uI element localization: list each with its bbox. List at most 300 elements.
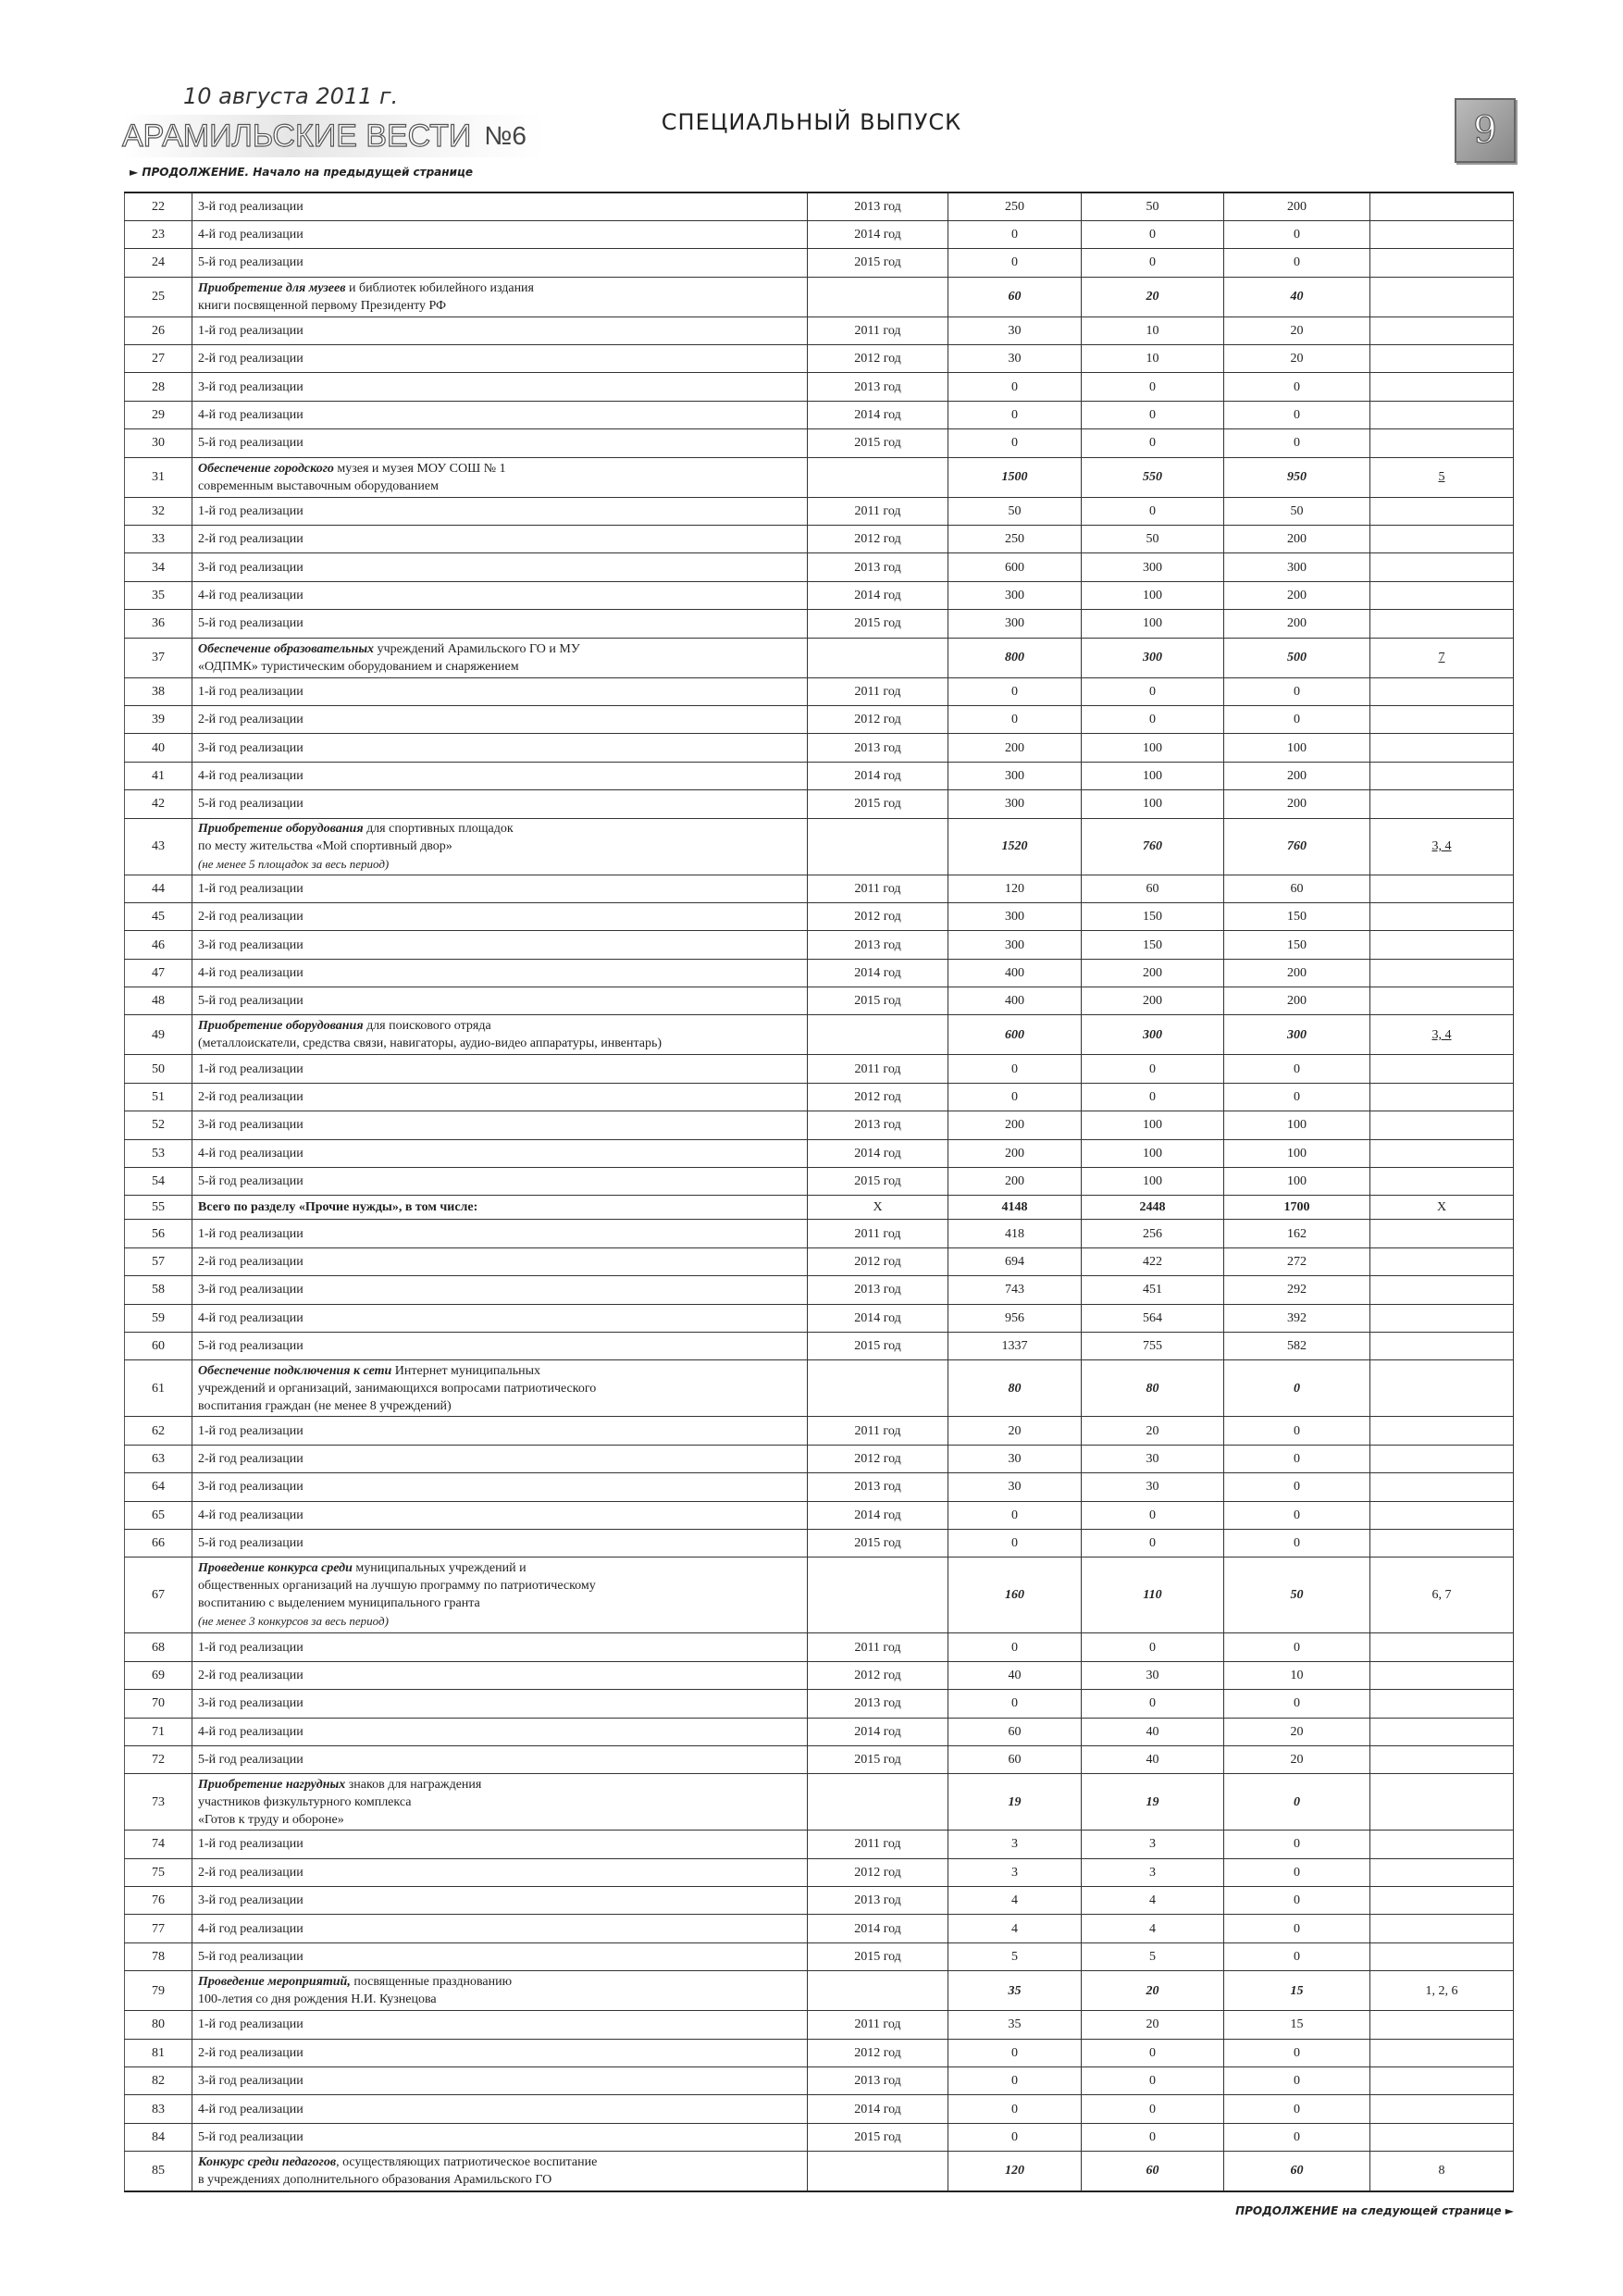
- row-description: [192, 1304, 808, 1332]
- value-col-b: 300: [1224, 553, 1370, 581]
- description-text: 5-й год реализации: [198, 436, 304, 451]
- table-row: [125, 249, 1514, 277]
- table-row: [125, 1718, 1514, 1745]
- row-number: 35: [125, 581, 192, 609]
- description-text: 5-й год реализации: [198, 1753, 304, 1768]
- value-col-a: 0: [1082, 1529, 1224, 1557]
- row-description: [192, 1015, 808, 1055]
- row-number: 41: [125, 762, 192, 789]
- table-row: [125, 1111, 1514, 1139]
- row-refs: [1370, 526, 1514, 553]
- value-col-a: 0: [1082, 2123, 1224, 2151]
- table-row: [125, 2123, 1514, 2151]
- row-number: 75: [125, 1858, 192, 1886]
- value-total: 300: [948, 581, 1082, 609]
- description-text: 3-й год реализации: [198, 1893, 304, 1908]
- table-row: [125, 429, 1514, 457]
- description-text: 5-й год реализации: [198, 797, 304, 812]
- description-text: музея и музея МОУ СОШ № 1 современным выставочным оборудованием: [198, 461, 506, 493]
- value-col-a: 300: [1082, 1015, 1224, 1055]
- value-col-b: 0: [1224, 677, 1370, 705]
- description-text: 4-й год реализации: [198, 1921, 304, 1936]
- value-total: 4148: [948, 1196, 1082, 1220]
- table-row: [125, 2011, 1514, 2039]
- row-number: 53: [125, 1139, 192, 1167]
- row-description: [192, 1220, 808, 1247]
- row-refs: [1370, 734, 1514, 762]
- row-number: 70: [125, 1690, 192, 1718]
- description-text: 4-й год реализации: [198, 1146, 304, 1160]
- table-row: [125, 1304, 1514, 1332]
- value-col-a: 422: [1082, 1247, 1224, 1275]
- value-col-b: 200: [1224, 581, 1370, 609]
- value-col-a: 0: [1082, 1501, 1224, 1529]
- description-text: 4-й год реализации: [198, 408, 304, 423]
- description-text: 4-й год реализации: [198, 1724, 304, 1739]
- table-row: [125, 1745, 1514, 1773]
- row-refs: [1370, 875, 1514, 902]
- description-text: 4-й год реализации: [198, 228, 304, 242]
- value-col-a: 0: [1082, 373, 1224, 401]
- value-total: 4: [948, 1887, 1082, 1915]
- value-col-a: 451: [1082, 1276, 1224, 1304]
- value-col-b: 10: [1224, 1661, 1370, 1689]
- description-text: 5-й год реализации: [198, 1536, 304, 1551]
- description-text: 2-й год реализации: [198, 910, 304, 925]
- table-row: [125, 1942, 1514, 1970]
- row-number: 36: [125, 610, 192, 638]
- row-year: 2011 год: [808, 1831, 948, 1858]
- description-text: 5-й год реализации: [198, 994, 304, 1009]
- value-total: 20: [948, 1417, 1082, 1445]
- row-refs: [1370, 457, 1514, 497]
- row-refs: [1370, 2152, 1514, 2191]
- value-col-b: 0: [1224, 2039, 1370, 2066]
- row-year: 2015 год: [808, 1942, 948, 1970]
- value-col-b: 0: [1224, 401, 1370, 428]
- row-year: 2012 год: [808, 902, 948, 930]
- row-refs: [1370, 1196, 1514, 1220]
- row-number: 79: [125, 1971, 192, 2011]
- value-col-a: 0: [1082, 220, 1224, 248]
- row-year: [808, 457, 948, 497]
- table-row: [125, 1196, 1514, 1220]
- row-year: 2015 год: [808, 1745, 948, 1773]
- value-total: 300: [948, 790, 1082, 818]
- value-col-a: 20: [1082, 1417, 1224, 1445]
- value-col-a: 4: [1082, 1915, 1224, 1942]
- row-description: [192, 1718, 808, 1745]
- value-total: 3: [948, 1858, 1082, 1886]
- row-refs: [1370, 220, 1514, 248]
- row-year: 2014 год: [808, 1718, 948, 1745]
- table-row: [125, 818, 1514, 875]
- row-year: [808, 1558, 948, 1633]
- value-col-a: 550: [1082, 457, 1224, 497]
- row-description: [192, 1915, 808, 1942]
- table-row: [125, 1690, 1514, 1718]
- row-number: 42: [125, 790, 192, 818]
- table-row: [125, 497, 1514, 525]
- value-total: 250: [948, 192, 1082, 220]
- row-number: 71: [125, 1718, 192, 1745]
- row-description: [192, 2011, 808, 2039]
- table-row: [125, 959, 1514, 987]
- table-row: [125, 1360, 1514, 1417]
- value-col-b: 150: [1224, 902, 1370, 930]
- row-number: 69: [125, 1661, 192, 1689]
- row-refs: [1370, 553, 1514, 581]
- row-number: 77: [125, 1915, 192, 1942]
- description-lead: Приобретение нагрудных: [198, 1777, 346, 1792]
- table-row: [125, 2067, 1514, 2095]
- value-col-a: 0: [1082, 1055, 1224, 1083]
- description-note: (не менее 3 конкурсов за весь период): [198, 1614, 389, 1629]
- value-total: 35: [948, 2011, 1082, 2039]
- value-col-a: 100: [1082, 1168, 1224, 1196]
- description-text: 2-й год реализации: [198, 1255, 304, 1270]
- value-col-a: 20: [1082, 277, 1224, 316]
- value-total: 0: [948, 373, 1082, 401]
- description-text: 5-й год реализации: [198, 255, 304, 270]
- row-year: 2012 год: [808, 1247, 948, 1275]
- row-refs: [1370, 1168, 1514, 1196]
- row-description: [192, 1942, 808, 1970]
- value-total: 800: [948, 638, 1082, 677]
- row-year: 2015 год: [808, 429, 948, 457]
- table-row: [125, 345, 1514, 373]
- value-col-a: 20: [1082, 2011, 1224, 2039]
- table-row: [125, 1774, 1514, 1831]
- row-description: [192, 497, 808, 525]
- row-refs: [1370, 762, 1514, 789]
- refs-link: 1, 2, 6: [1425, 1983, 1458, 1998]
- row-refs: [1370, 1558, 1514, 1633]
- value-total: 0: [948, 2039, 1082, 2066]
- row-number: 78: [125, 1942, 192, 1970]
- description-text: 2-й год реализации: [198, 1090, 304, 1105]
- row-number: 38: [125, 677, 192, 705]
- row-number: 46: [125, 931, 192, 959]
- row-refs: [1370, 1690, 1514, 1718]
- value-col-a: 80: [1082, 1360, 1224, 1417]
- refs-link[interactable]: 3, 4: [1431, 1027, 1452, 1042]
- row-number: 39: [125, 705, 192, 733]
- value-col-a: 0: [1082, 429, 1224, 457]
- table-row: [125, 1633, 1514, 1661]
- value-total: 0: [948, 1690, 1082, 1718]
- refs-link: X: [1436, 1200, 1447, 1215]
- value-total: 300: [948, 762, 1082, 789]
- table-row: [125, 373, 1514, 401]
- row-year: 2015 год: [808, 610, 948, 638]
- description-text: 1-й год реализации: [198, 881, 304, 896]
- row-description: [192, 1887, 808, 1915]
- value-total: 5: [948, 1942, 1082, 1970]
- value-col-b: 1700: [1224, 1196, 1370, 1220]
- value-col-a: 100: [1082, 1139, 1224, 1167]
- continued-on-note: ПРОДОЛЖЕНИЕ на следующей странице ►: [1235, 2204, 1514, 2217]
- row-description: [192, 638, 808, 677]
- row-year: 2013 год: [808, 2067, 948, 2095]
- row-refs: [1370, 1417, 1514, 1445]
- row-description: [192, 1558, 808, 1633]
- value-total: 50: [948, 497, 1082, 525]
- value-total: 300: [948, 931, 1082, 959]
- value-total: 120: [948, 2152, 1082, 2191]
- row-refs: [1370, 277, 1514, 316]
- row-number: 24: [125, 249, 192, 277]
- row-refs: [1370, 429, 1514, 457]
- value-total: 0: [948, 2095, 1082, 2123]
- value-col-a: 10: [1082, 345, 1224, 373]
- row-refs: [1370, 987, 1514, 1015]
- value-total: 0: [948, 2067, 1082, 2095]
- row-description: [192, 1083, 808, 1111]
- description-text: 1-й год реализации: [198, 2017, 304, 2032]
- row-description: [192, 1168, 808, 1196]
- table-row: [125, 1558, 1514, 1633]
- refs-link[interactable]: 5: [1438, 470, 1445, 485]
- row-number: 57: [125, 1247, 192, 1275]
- description-note: (не менее 5 площадок за весь период): [198, 856, 390, 871]
- description-text: учреждений Арамильского ГО и МУ «ОДПМК» туристическим оборудованием и снаряжением: [198, 641, 580, 674]
- row-number: 47: [125, 959, 192, 987]
- row-refs: [1370, 401, 1514, 428]
- value-total: 0: [948, 705, 1082, 733]
- description-text: 1-й год реализации: [198, 323, 304, 338]
- table-row: [125, 1501, 1514, 1529]
- description-lead: Приобретение для музеев: [198, 280, 346, 295]
- value-col-b: 0: [1224, 1774, 1370, 1831]
- value-col-b: 0: [1224, 1633, 1370, 1661]
- value-total: 0: [948, 1083, 1082, 1111]
- value-col-a: 0: [1082, 401, 1224, 428]
- value-col-b: 0: [1224, 2123, 1370, 2151]
- row-refs: [1370, 581, 1514, 609]
- refs-link: 8: [1438, 2164, 1445, 2178]
- value-col-a: 0: [1082, 2067, 1224, 2095]
- row-number: 76: [125, 1887, 192, 1915]
- description-text: Всего по разделу «Прочие нужды», в том числе:: [198, 1200, 478, 1215]
- value-total: 600: [948, 1015, 1082, 1055]
- row-year: 2013 год: [808, 1887, 948, 1915]
- table-row: [125, 1015, 1514, 1055]
- row-year: 2014 год: [808, 1304, 948, 1332]
- row-description: [192, 1661, 808, 1689]
- row-refs: [1370, 1633, 1514, 1661]
- table-row: [125, 1333, 1514, 1360]
- value-total: 0: [948, 1055, 1082, 1083]
- row-number: 64: [125, 1473, 192, 1501]
- value-total: 956: [948, 1304, 1082, 1332]
- value-col-b: 0: [1224, 1360, 1370, 1417]
- row-refs: [1370, 2095, 1514, 2123]
- row-refs: [1370, 1360, 1514, 1417]
- value-total: 0: [948, 2123, 1082, 2151]
- value-col-b: 582: [1224, 1333, 1370, 1360]
- description-text: 4-й год реализации: [198, 588, 304, 602]
- table-row: [125, 1055, 1514, 1083]
- row-year: 2012 год: [808, 1661, 948, 1689]
- row-number: 32: [125, 497, 192, 525]
- row-description: [192, 875, 808, 902]
- row-number: 56: [125, 1220, 192, 1247]
- row-refs: [1370, 373, 1514, 401]
- value-col-a: 256: [1082, 1220, 1224, 1247]
- row-description: [192, 902, 808, 930]
- refs-link[interactable]: 7: [1438, 651, 1445, 665]
- table-row: [125, 457, 1514, 497]
- row-year: 2012 год: [808, 1445, 948, 1472]
- value-total: 743: [948, 1276, 1082, 1304]
- table-row: [125, 2095, 1514, 2123]
- row-year: 2011 год: [808, 1055, 948, 1083]
- row-year: 2013 год: [808, 1473, 948, 1501]
- row-year: 2012 год: [808, 705, 948, 733]
- row-description: [192, 610, 808, 638]
- value-col-a: 2448: [1082, 1196, 1224, 1220]
- row-description: [192, 316, 808, 344]
- row-number: 84: [125, 2123, 192, 2151]
- row-number: 68: [125, 1633, 192, 1661]
- refs-link: 6, 7: [1431, 1588, 1452, 1603]
- value-col-a: 150: [1082, 902, 1224, 930]
- row-year: 2012 год: [808, 1083, 948, 1111]
- row-description: [192, 1360, 808, 1417]
- table-row: [125, 1831, 1514, 1858]
- row-year: 2014 год: [808, 401, 948, 428]
- row-refs: [1370, 1445, 1514, 1472]
- description-text: 4-й год реализации: [198, 768, 304, 783]
- value-col-a: 20: [1082, 1971, 1224, 2011]
- value-col-b: 0: [1224, 1083, 1370, 1111]
- value-col-a: 760: [1082, 818, 1224, 875]
- row-refs: [1370, 1831, 1514, 1858]
- table-row: [125, 401, 1514, 428]
- row-refs: [1370, 1501, 1514, 1529]
- value-col-a: 50: [1082, 192, 1224, 220]
- row-description: [192, 1858, 808, 1886]
- value-col-b: 60: [1224, 875, 1370, 902]
- issue-date: 10 августа 2011 г.: [183, 83, 399, 109]
- value-col-b: 500: [1224, 638, 1370, 677]
- value-total: 400: [948, 959, 1082, 987]
- row-number: 43: [125, 818, 192, 875]
- description-text: 3-й год реализации: [198, 740, 304, 755]
- row-description: [192, 1247, 808, 1275]
- row-number: 50: [125, 1055, 192, 1083]
- table-row: [125, 1915, 1514, 1942]
- row-year: 2012 год: [808, 526, 948, 553]
- value-total: 0: [948, 249, 1082, 277]
- table-row: [125, 1971, 1514, 2011]
- value-total: 1337: [948, 1333, 1082, 1360]
- value-col-b: 50: [1224, 1558, 1370, 1633]
- description-lead: Приобретение оборудования: [198, 821, 364, 836]
- value-total: 19: [948, 1774, 1082, 1831]
- description-text: для спортивных площадок по месту жительства «Мой спортивный двор»: [198, 821, 514, 853]
- table-row: [125, 1445, 1514, 1472]
- description-text: 3-й год реализации: [198, 937, 304, 952]
- table-row: [125, 987, 1514, 1015]
- row-year: [808, 277, 948, 316]
- row-description: [192, 192, 808, 220]
- value-col-b: 0: [1224, 249, 1370, 277]
- value-col-a: 50: [1082, 526, 1224, 553]
- row-description: [192, 705, 808, 733]
- row-description: [192, 2067, 808, 2095]
- row-number: 29: [125, 401, 192, 428]
- value-col-b: 162: [1224, 1220, 1370, 1247]
- description-text: 4-й год реализации: [198, 2102, 304, 2116]
- description-lead: Конкурс среди педагогов: [198, 2154, 337, 2169]
- description-text: 3-й год реализации: [198, 1283, 304, 1297]
- row-refs: [1370, 959, 1514, 987]
- value-col-a: 30: [1082, 1473, 1224, 1501]
- row-year: X: [808, 1196, 948, 1220]
- row-refs: [1370, 249, 1514, 277]
- value-total: 200: [948, 734, 1082, 762]
- value-col-a: 5: [1082, 1942, 1224, 1970]
- row-number: 27: [125, 345, 192, 373]
- value-col-b: 100: [1224, 1139, 1370, 1167]
- row-year: 2015 год: [808, 1529, 948, 1557]
- row-number: 82: [125, 2067, 192, 2095]
- row-description: [192, 1139, 808, 1167]
- value-col-a: 200: [1082, 959, 1224, 987]
- value-col-b: 200: [1224, 526, 1370, 553]
- value-col-a: 4: [1082, 1887, 1224, 1915]
- row-refs: [1370, 1887, 1514, 1915]
- value-col-a: 0: [1082, 1690, 1224, 1718]
- row-year: 2015 год: [808, 1333, 948, 1360]
- value-col-b: 200: [1224, 790, 1370, 818]
- table-row: [125, 2152, 1514, 2191]
- row-description: [192, 1745, 808, 1773]
- value-col-b: 200: [1224, 959, 1370, 987]
- row-description: [192, 931, 808, 959]
- row-description: [192, 1473, 808, 1501]
- value-total: 600: [948, 553, 1082, 581]
- value-col-b: 292: [1224, 1276, 1370, 1304]
- row-description: [192, 818, 808, 875]
- value-col-b: 0: [1224, 1858, 1370, 1886]
- description-text: Интернет муниципальных учреждений и организаций, занимающихся вопросами патриотического воспитания граждан (не менее 8 учреждений): [198, 1363, 597, 1413]
- table-row: [125, 790, 1514, 818]
- row-number: 81: [125, 2039, 192, 2066]
- value-total: 30: [948, 345, 1082, 373]
- row-description: [192, 401, 808, 428]
- value-col-a: 19: [1082, 1774, 1224, 1831]
- value-total: 0: [948, 1529, 1082, 1557]
- description-text: 3-й год реализации: [198, 560, 304, 575]
- row-year: 2014 год: [808, 1501, 948, 1529]
- refs-link[interactable]: 3, 4: [1431, 839, 1452, 854]
- value-col-b: 0: [1224, 1529, 1370, 1557]
- row-refs: [1370, 931, 1514, 959]
- value-col-a: 10: [1082, 316, 1224, 344]
- value-total: 30: [948, 1473, 1082, 1501]
- value-col-b: 0: [1224, 1501, 1370, 1529]
- description-text: 2-й год реализации: [198, 352, 304, 366]
- value-col-a: 0: [1082, 705, 1224, 733]
- row-refs: [1370, 345, 1514, 373]
- value-col-b: 392: [1224, 1304, 1370, 1332]
- row-description: [192, 429, 808, 457]
- value-total: 3: [948, 1831, 1082, 1858]
- row-year: 2015 год: [808, 790, 948, 818]
